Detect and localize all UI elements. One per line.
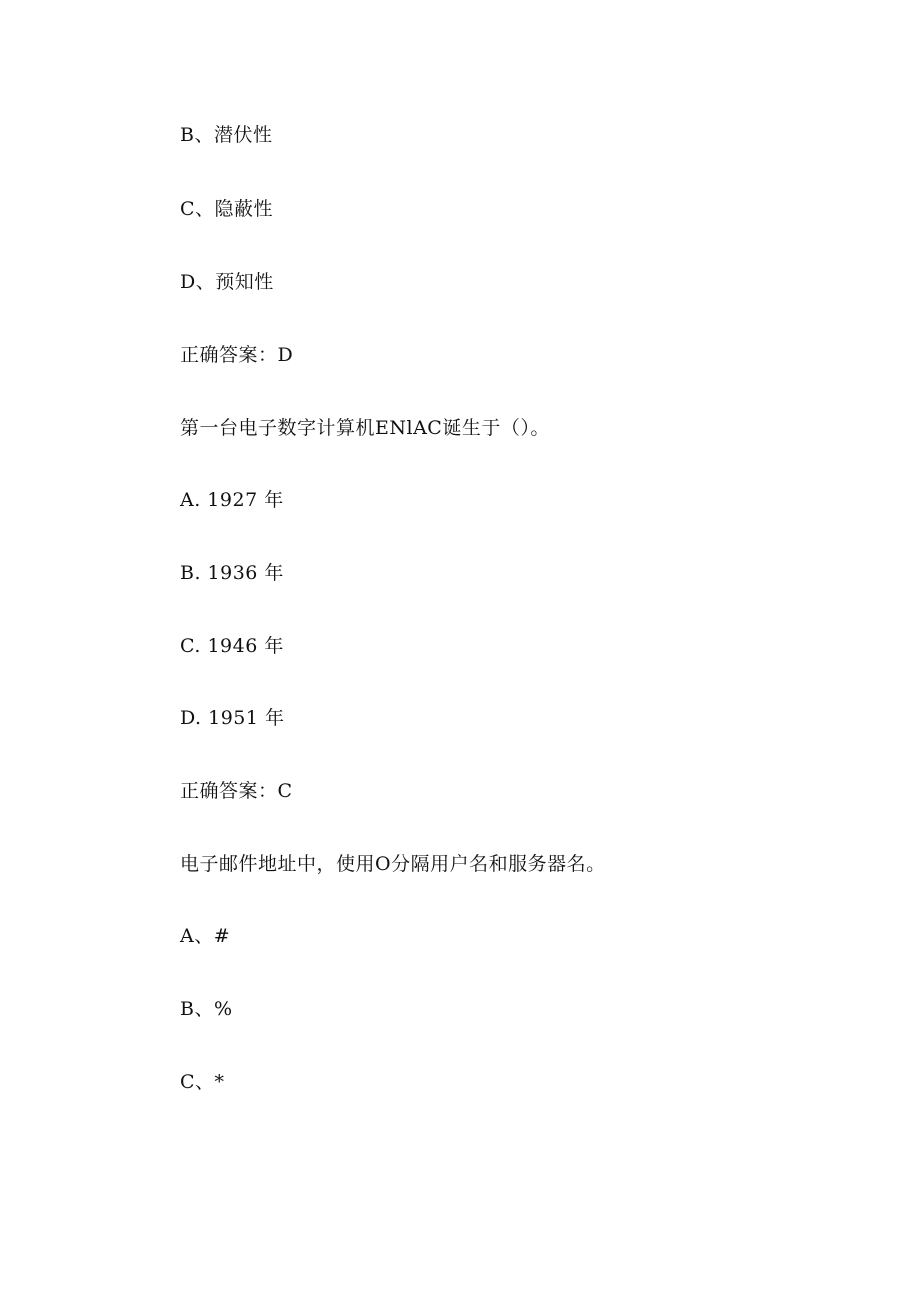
answer-line-1: 正确答案：D <box>180 344 294 366</box>
question-eniac: 第一台电子数字计算机ENlAC诞生于（）。 <box>180 417 550 439</box>
option-d-1951: D. 1951 年 <box>180 707 285 729</box>
question-email-separator: 电子邮件地址中，使用O分隔用户名和服务器名。 <box>180 853 606 875</box>
option-b-1936: B. 1936 年 <box>180 562 284 584</box>
option-d-predictability: D、预知性 <box>180 271 274 293</box>
option-a-hash: A、# <box>180 925 231 947</box>
option-c-asterisk: C、* <box>180 1071 225 1093</box>
option-b-latency: B、潜伏性 <box>180 124 273 146</box>
option-a-1927: A. 1927 年 <box>180 489 284 511</box>
answer-line-2: 正确答案：C <box>180 780 293 802</box>
option-c-1946: C. 1946 年 <box>180 635 284 657</box>
option-b-percent: B、% <box>180 998 233 1020</box>
option-c-concealment: C、隐蔽性 <box>180 198 274 220</box>
